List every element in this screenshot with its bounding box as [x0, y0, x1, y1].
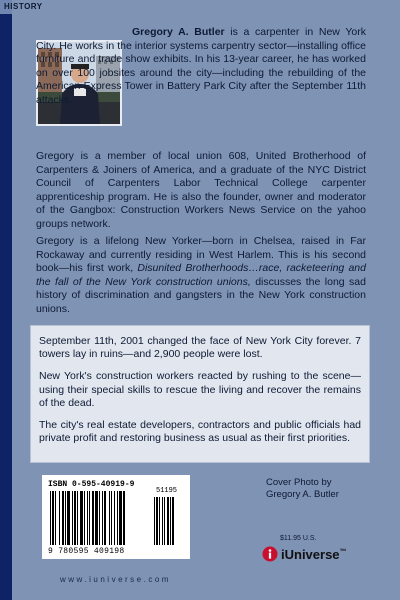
author-bio-text-2: Gregory is a member of local union 608, United Brotherhood of Carpenters & Joiners of America, and a graduate of the NYC District Council of Carpenters Labor Technical College carpenter apprenticeship program. He is also the founder, owner and moderator of the Gangbox: Construction Workers News Service on the yahoo groups network. [36, 150, 366, 230]
barcode-bar [102, 491, 103, 545]
ean-number: 9 780595 409198 [48, 547, 125, 556]
barcode-bar [84, 491, 85, 545]
barcode-box [42, 475, 190, 559]
cover-photo-label: Cover Photo by [266, 477, 332, 488]
price-barcode-bar [159, 497, 160, 545]
book-price: $11.95 U.S. [280, 535, 317, 542]
cover-photo-credit [266, 477, 339, 501]
barcode-bar [55, 491, 56, 545]
price-barcode-bar [172, 497, 174, 545]
price-barcode-bar [164, 497, 165, 545]
barcode-bar [99, 491, 100, 545]
publisher-name [281, 547, 347, 562]
barcode-bar [104, 491, 106, 545]
barcode-bar [50, 491, 51, 545]
author-bio-paragraph-3 [36, 235, 366, 316]
iuniverse-logo-icon [262, 546, 278, 562]
publisher-website: www.iuniverse.com [60, 575, 171, 584]
barcode-bar [59, 491, 60, 545]
barcode-bar [52, 491, 54, 545]
synopsis-paragraph-1: September 11th, 2001 changed the face of New York City forever. 7 towers lay in ruins—and 2,900 people were lost. [39, 335, 361, 361]
barcode-bar [87, 491, 88, 545]
publisher-logo [262, 546, 347, 562]
price-barcode-bar [154, 497, 155, 545]
barcode-bar [109, 491, 110, 545]
barcode-bar [72, 491, 73, 545]
cover-photo-author: Gregory A. Butler [266, 489, 339, 500]
price-code: 51195 [156, 487, 178, 495]
barcode-bar [111, 491, 112, 545]
price-barcode-bar [167, 497, 169, 545]
author-bio-text-1: is a carpenter in New York City. He works in the interior systems carpentry sector—installing office furniture and trade show exhibits. In his 13-year career, he has worked on over 100 jobsites around the city—including the rebuilding of the American Express Tower in Battery Park City after the September 11th attacks. [36, 26, 366, 106]
barcode-bar [95, 491, 98, 545]
barcode-bar [65, 491, 66, 545]
price-barcode-bar [156, 497, 158, 545]
barcode-bar [92, 491, 94, 545]
author-bio-text-3-intro: Gregory is a lifelong New Yorker—born in Chelsea, raised in Far Rockaway and currently residing in West Harlem. This is his second book—his first work, [36, 235, 366, 274]
barcode-bar [119, 491, 122, 545]
first-book-title: Disunited Brotherhoods…race, racketeering and the fall of the New York construction unions, [36, 262, 366, 288]
barcode-bar [117, 491, 118, 545]
barcode-bar [77, 491, 78, 545]
price-barcode-bar [170, 497, 171, 545]
barcode-bar [80, 491, 83, 545]
barcode-bar [114, 491, 115, 545]
synopsis-paragraph-2: New York's construction workers reacted by rushing to the scene—using their special skills to rescue the living and recover the remains of the dead. [39, 370, 361, 409]
isbn-number: ISBN 0-595-40919-9 [48, 480, 135, 489]
spine-bar [0, 0, 12, 600]
barcode-bar [123, 491, 125, 545]
synopsis-box [30, 325, 370, 463]
publisher-trademark: ™ [339, 548, 347, 556]
barcode-bar [74, 491, 76, 545]
author-bio-text-3-end: discusses the long sad history of discrimination and gangsters in the New York construction unions. [36, 275, 366, 315]
category-label: HISTORY [4, 2, 43, 11]
barcode-bar [67, 491, 70, 545]
publisher-name-text: iUniverse [281, 546, 340, 562]
barcode-bar [62, 491, 64, 545]
author-bio-paragraph-1 [36, 26, 366, 107]
synopsis-paragraph-3: The city's real estate developers, contractors and public officials had private profit and restoring business as usual as their first priorities. [39, 419, 361, 445]
barcode-bar [89, 491, 90, 545]
author-name: Gregory A. Butler [132, 26, 225, 38]
price-barcode-bar [162, 497, 163, 545]
author-bio-paragraph-2 [36, 150, 366, 231]
